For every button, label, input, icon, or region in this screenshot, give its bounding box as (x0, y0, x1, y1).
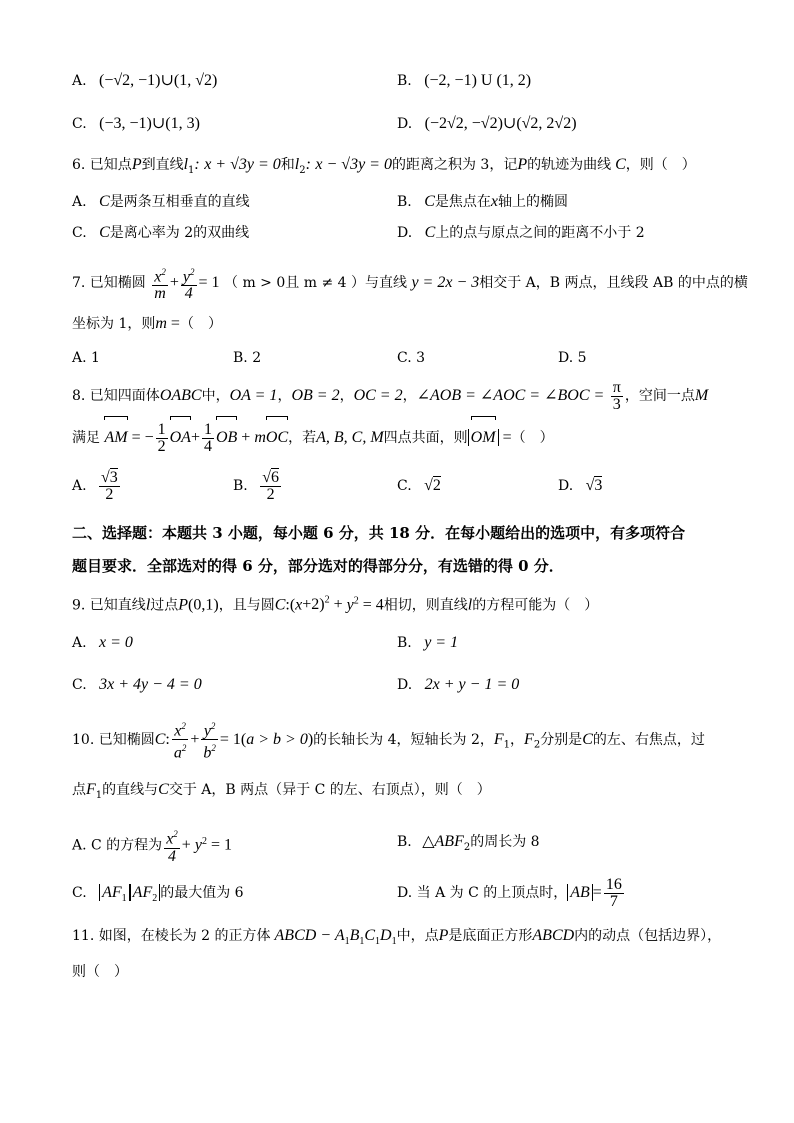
option-label: A. (72, 73, 87, 89)
option-a-text: A. C 的方程为 (72, 837, 163, 854)
q11-text: 内的动点（包括边界）， (574, 928, 722, 944)
q8-ob: OB = 2 (291, 387, 340, 404)
option-a-text: (−√2, −1)∪(1, √2) (99, 72, 218, 89)
q6-option-c[interactable]: C. C是离心率为 2的双曲线 (72, 224, 250, 241)
option-label: B. (397, 834, 412, 850)
q10-option-b[interactable]: B. $\triangle ABF_2$的周长为 8 (397, 833, 540, 853)
q5-option-b[interactable] (397, 71, 531, 91)
q10-text: 点 (72, 782, 86, 798)
q10-option-a[interactable]: A. C 的方程为 $\frac{x^2}{4}$ + $y^2 = 1$ (72, 822, 232, 866)
option-d-text: 2x + y − 1 = 0 (424, 676, 520, 693)
q7-text: 7. 已知椭圆 (72, 275, 146, 292)
q5-option-c[interactable] (72, 114, 200, 134)
q8-option-c[interactable]: C. √2 (397, 477, 441, 494)
q5-option-d[interactable] (397, 114, 577, 134)
q8-text: 四点共面，则 (383, 430, 468, 446)
fraction: $\frac{y^2}{4}$ (181, 264, 197, 302)
q6-line-1: x + √3y = 0 (204, 156, 281, 173)
q8-text: 8. 已知四面体 (72, 388, 160, 404)
option-label: D. (397, 225, 413, 241)
q8-text: 满足 (72, 430, 100, 446)
q7-option-b[interactable] (233, 348, 261, 368)
q8-option-a[interactable] (72, 466, 122, 506)
section-2-heading: 二、选择题：本题共 3 小题，每小题 6 分，共 18 分．在每小题给出的选项中，有多项符合 (72, 524, 686, 542)
q6-line-2: x − √3y = 0 (315, 156, 392, 173)
q7-option-c[interactable] (397, 348, 425, 368)
option-label: D. (558, 478, 574, 494)
option-d-text: (−2√2, −√2)∪(√2, 2√2) (424, 115, 577, 132)
fraction: $\frac{x^2}{4}$ (164, 826, 180, 864)
q9-text: 相切，则直线 (383, 597, 468, 614)
q6-option-b[interactable]: B. C是焦点在x轴上的椭圆 (397, 193, 568, 210)
question-10-stem: 10. 已知椭圆C: $\frac{x^2}{a^2}$ + $\frac{y^2}{b^2}$ = 1(a > b > 0)的长轴长为 4，短轴长为 2，$F_1$，$F_2$分别是C的左、右焦点，过 (72, 718, 705, 766)
question-8-stem-2: 满足 AM = − $\frac{1}{2}$ OA+ $\frac{1}{4}$ OB + mOC，若A, B, C, M四点共面，则 OM =（ ） (72, 420, 554, 455)
q6-text: 6. 已知点 (72, 157, 132, 173)
option-label: B. (397, 635, 412, 651)
q8-oc: OC = 2 (353, 387, 403, 404)
q9-text: ，且与圆 (218, 597, 275, 614)
q9-option-d[interactable] (397, 675, 519, 695)
section-2-heading-2: 题目要求．全部选对的得 6 分，部分选对的得部分分，有选错的得 0 分． (72, 557, 564, 575)
q10-option-c[interactable]: C. $AF_1$ $AF_2$ 的最大值为 6 (72, 884, 244, 905)
q9-option-c[interactable] (72, 675, 202, 695)
question-11-stem-2: 则（ ） (72, 964, 128, 980)
option-label: A. (72, 478, 87, 494)
fraction: $\frac{16}{7}$ (605, 875, 622, 910)
option-c-text: 3x + 4y − 4 = 0 (99, 676, 202, 693)
option-a-text: A. 1 (72, 350, 100, 366)
option-a-text: 是两条互相垂直的直线 (109, 194, 250, 210)
option-b-text: B. 2 (233, 350, 262, 366)
q10-text: 的直线与 (102, 782, 159, 798)
q10-text: 的长轴长为 4，短轴长为 2， (313, 731, 494, 748)
option-d-text: D. 5 (558, 350, 587, 366)
option-label: C. (72, 677, 87, 693)
option-c-text: C. 3 (397, 350, 426, 366)
option-label: D. (397, 677, 413, 693)
q6-option-a[interactable]: A. C是两条互相垂直的直线 (72, 193, 250, 210)
option-b-text: 是焦点在 (434, 194, 491, 210)
q7-line-eq: y = 2x − 3 (411, 274, 480, 292)
q7-option-a[interactable] (72, 348, 100, 368)
option-b-text: 轴上的椭圆 (497, 194, 568, 210)
question-10-stem-2: 点$F_1$的直线与C交于 A，B 两点（异于 C 的左、右顶点），则（ ） (72, 781, 491, 801)
q6-text: 和 (280, 157, 295, 173)
fraction: $\frac{y^2}{b^2}$ (201, 718, 218, 762)
question-6-stem: 6. 已知点P到直线$l_1$: x + √3y = 0和$l_2$: x − √3y = 0的距离之积为 3，记P的轨迹为曲线 C，则（ ） (72, 156, 696, 176)
option-label: D. (397, 116, 413, 132)
q8-points: A, B, C, M (316, 429, 384, 446)
option-a-text: x = 0 (99, 634, 133, 651)
question-9-stem: 9. 已知直线l过点P(0,1)，且与圆$C:(x+2)^2 + y^2 = 4$相切，则直线l的方程可能为（ ） (72, 595, 599, 614)
option-label: B. (233, 478, 248, 494)
option-b-text: (−2, −1) U (1, 2) (424, 72, 532, 89)
option-b-text: 的周长为 8 (470, 834, 540, 850)
q9-option-a[interactable] (72, 633, 133, 653)
q6-text: 到直线 (141, 157, 184, 173)
q7-text: （ m > 0且 m ≠ 4 ）与直线 (224, 275, 407, 292)
option-c-text: 是离心率为 2的双曲线 (109, 225, 250, 241)
q8-text: ，若 (288, 430, 317, 446)
fraction: $\frac{√3}{2}$ (101, 468, 118, 503)
fraction: $\frac{1}{4}$ (203, 420, 212, 455)
fraction: $\frac{x^2}{a^2}$ (172, 718, 189, 762)
q7-text: 相交于 A，B 两点，且线段 AB 的中点的横 (479, 275, 748, 292)
option-c-text: 的最大值为 6 (160, 885, 244, 901)
fraction: $\frac{√6}{2}$ (262, 468, 279, 503)
q9-text: 的方程可能为（ ） (472, 597, 599, 614)
option-b-text: y = 1 (424, 634, 459, 651)
q7-text: （ ） (179, 316, 222, 332)
fraction: $\frac{x^2}{m}$ (152, 264, 168, 302)
option-label: B. (397, 194, 412, 210)
q8-text: （ ） (511, 430, 554, 446)
q5-option-a[interactable] (72, 71, 217, 91)
q10-text: 的左、右焦点，过 (592, 731, 705, 748)
q10-text: 分别是 (540, 731, 583, 748)
question-7-stem-2: 坐标为 1，则m =（ ） (72, 315, 222, 332)
q8-text: ，空间一点 (624, 388, 695, 404)
q6-text: 的轨迹为曲线 (527, 157, 612, 173)
q10-text: 10. 已知椭圆 (72, 731, 155, 748)
option-d-text: D. 当 A 为 C 的上顶点时， (397, 885, 568, 901)
q6-text: ，则（ ） (625, 157, 696, 173)
option-c-text: (−3, −1)∪(1, 3) (99, 115, 200, 132)
option-label: A. (72, 635, 87, 651)
question-7-stem: 7. 已知椭圆 $\frac{x^2}{m}$ + $\frac{y^2}{4}$ = 1 （ m > 0且 m ≠ 4 ）与直线 y = 2x − 3相交于 A，B 两点，且线段 AB 的中点的横 (72, 264, 748, 302)
q9-option-b[interactable] (397, 633, 458, 653)
q8-angles: ∠AOB = ∠AOC = ∠BOC = (416, 387, 605, 404)
question-8-stem: 8. 已知四面体OABC中，OA = 1，OB = 2，OC = 2，∠AOB = ∠AOC = ∠BOC = $\frac{\pi}{3}$ ，空间一点M (72, 378, 709, 413)
option-d-text: 上的点与原点之间的距离不小于 2 (435, 225, 645, 241)
option-label: C. (397, 478, 412, 494)
q7-text: 坐标为 1，则 (72, 316, 156, 332)
q9-text: 过点 (150, 597, 179, 614)
q8-option-d[interactable]: D. √3 (558, 477, 603, 494)
q10-option-d[interactable]: D. 当 A 为 C 的上顶点时， AB = $\frac{16}{7}$ (397, 875, 622, 910)
q8-text: 中， (201, 388, 230, 404)
q10-text: 交于 A，B 两点（异于 C 的左、右顶点），则（ ） (168, 782, 491, 798)
q11-text: 11. 如图，在棱长为 2 的正方体 (72, 928, 271, 944)
option-label: C. (72, 225, 87, 241)
option-label: B. (397, 73, 412, 89)
q8-tetrahedron: OABC (159, 387, 202, 404)
q6-text: 的距离之积为 3，记 (391, 157, 518, 173)
q11-text: 中，点 (396, 928, 439, 944)
q9-text: 9. 已知直线 (72, 597, 146, 614)
fraction: $\frac{1}{2}$ (157, 420, 166, 455)
option-label: C. (72, 885, 87, 901)
option-label: C. (72, 116, 87, 132)
q11-text: 是底面正方形 (448, 928, 533, 944)
q8-option-b[interactable] (233, 466, 283, 506)
q7-option-d[interactable] (558, 348, 587, 368)
option-label: A. (72, 194, 87, 210)
q6-option-d[interactable]: D. C上的点与原点之间的距离不小于 2 (397, 224, 645, 241)
question-11-stem: 11. 如图，在棱长为 2 的正方体 ABCD − $A_1B_1C_1D_1$中，点P是底面正方形ABCD内的动点（包括边界）， (72, 927, 722, 948)
q8-oa: OA = 1 (229, 387, 278, 404)
fraction: $\frac{\pi}{3}$ (612, 378, 621, 413)
